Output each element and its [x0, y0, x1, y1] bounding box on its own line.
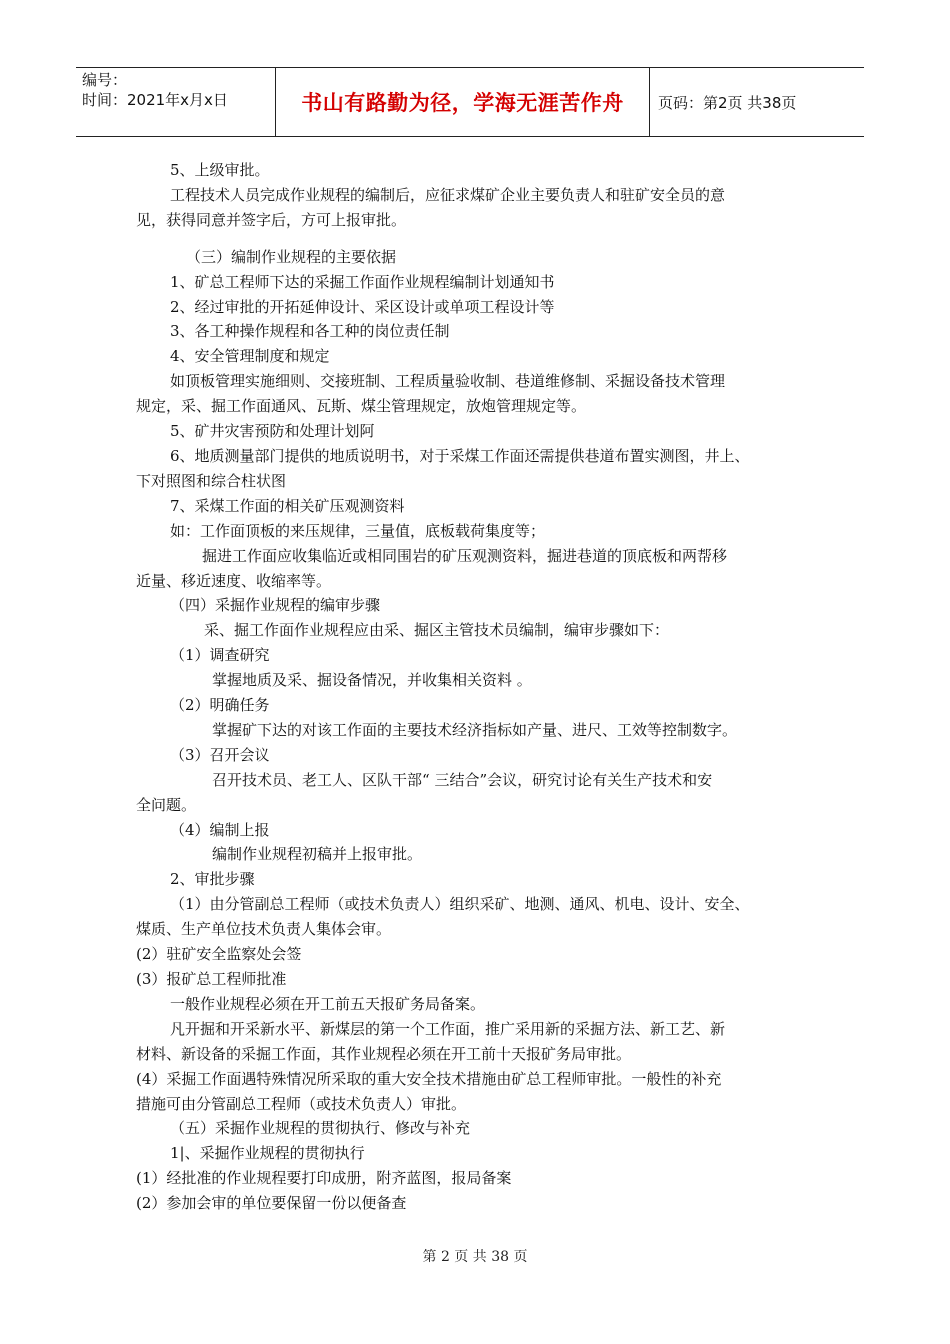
header-meta — [76, 68, 276, 136]
paragraph: 1、矿总工程师下达的采掘工作面作业规程编制计划通知书 — [170, 272, 555, 291]
section-heading: （三）编制作业规程的主要依据 — [186, 247, 397, 266]
paragraph: 3、各工种操作规程和各工种的岗位责任制 — [170, 322, 450, 341]
list-item: （4）编制上报 — [170, 820, 270, 839]
page-footer: 第 2 页 共 38 页 — [422, 1249, 528, 1265]
paragraph: 规定，采、掘工作面通风、瓦斯、煤尘管理规定，放炮管理规定等。 — [136, 397, 587, 416]
paragraph: 掘进工作面应收集临近或相同围岩的矿压观测资料，掘进巷道的顶底板和两帮移 — [202, 546, 728, 565]
paragraph: 编制作业规程初稿并上报审批。 — [212, 845, 423, 864]
document-body — [136, 158, 826, 1216]
paragraph: 下对照图和综合柱状图 — [136, 471, 287, 490]
section-heading: （五）采掘作业规程的贯彻执行、修改与补充 — [170, 1119, 471, 1138]
paragraph-gap — [136, 233, 826, 245]
paragraph: 煤质、生产单位技术负责人集体会审。 — [136, 920, 392, 939]
paragraph: 凡开掘和开采新水平、新煤层的第一个工作面，推广采用新的采掘方法、新工艺、新 — [170, 1019, 726, 1038]
list-item: （2）明确任务 — [170, 696, 270, 715]
paragraph: 一般作业规程必须在开工前五天报矿务局备案。 — [170, 994, 486, 1013]
paragraph: 采、掘工作面作业规程应由采、掘区主管技术员编制，编审步骤如下： — [204, 621, 670, 640]
paragraph: 掌握矿下达的对该工作面的主要技术经济指标如产量、进尺、工效等控制数字。 — [212, 720, 738, 739]
paragraph: 见，获得同意并签字后，方可上报审批。 — [136, 210, 407, 229]
paragraph: 如：工作面顶板的来压规律，三量值，底板载荷集度等； — [170, 521, 546, 540]
page-header — [76, 67, 864, 137]
paragraph: 全问题。 — [136, 795, 197, 814]
paragraph: 1|、采掘作业规程的贯彻执行 — [170, 1144, 365, 1163]
paragraph: 措施可由分管副总工程师（或技术负责人）审批。 — [136, 1094, 467, 1113]
list-item: (3）报矿总工程师批准 — [136, 970, 287, 988]
paragraph: 5、上级审批。 — [170, 161, 270, 179]
paragraph: 工程技术人员完成作业规程的编制后，应征求煤矿企业主要负责人和驻矿安全员的意 — [170, 185, 726, 204]
header-motto: 书山有路勤为径，学海无涯苦作舟 — [276, 68, 650, 136]
paragraph: 掌握地质及采、掘设备情况，并收集相关资料 。 — [212, 671, 532, 690]
paragraph: 2、经过审批的开拓延伸设计、采区设计或单项工程设计等 — [170, 297, 555, 316]
section-heading: （四）采掘作业规程的编审步骤 — [170, 596, 381, 615]
list-item: （3）召开会议 — [170, 745, 270, 764]
list-item: (2）参加会审的单位要保留一份以便备查 — [136, 1194, 407, 1213]
list-item: (2）驻矿安全监察处会签 — [136, 945, 302, 964]
paragraph: 近量、移近速度、收缩率等。 — [136, 571, 332, 590]
paragraph: 6、地质测量部门提供的地质说明书，对于采煤工作面还需提供巷道布置实测图，井上、 — [170, 446, 750, 465]
section-heading: 2、审批步骤 — [170, 870, 255, 889]
document-number-label: 编号： — [82, 71, 128, 89]
list-item: (1）经批准的作业规程要打印成册，附齐蓝图，报局备案 — [136, 1169, 512, 1188]
paragraph: 4、安全管理制度和规定 — [170, 347, 330, 366]
paragraph: （1）由分管副总工程师（或技术负责人）组织采矿、地测、通风、机电、设计、安全、 — [170, 895, 750, 914]
paragraph: 召开技术员、老工人、区队干部“ 三结合”会议，研究讨论有关生产技术和安 — [212, 770, 713, 789]
paragraph: 如顶板管理实施细则、交接班制、工程质量验收制、巷道维修制、采掘设备技术管理 — [170, 372, 726, 391]
list-item: （1）调查研究 — [170, 646, 270, 665]
document-time-label: 时间：2021年x月x日 — [82, 91, 228, 109]
paragraph: 7、采煤工作面的相关矿压观测资料 — [170, 496, 405, 515]
paragraph: 材料、新设备的采掘工作面，其作业规程必须在开工前十天报矿务局审批。 — [136, 1044, 632, 1063]
header-page-code: 页码：第2页 共38页 — [658, 93, 797, 112]
list-item: (4）采掘工作面遇特殊情况所采取的重大安全技术措施由矿总工程师审批。一般性的补充 — [136, 1069, 722, 1088]
paragraph: 5、矿井灾害预防和处理计划阿 — [170, 422, 375, 441]
